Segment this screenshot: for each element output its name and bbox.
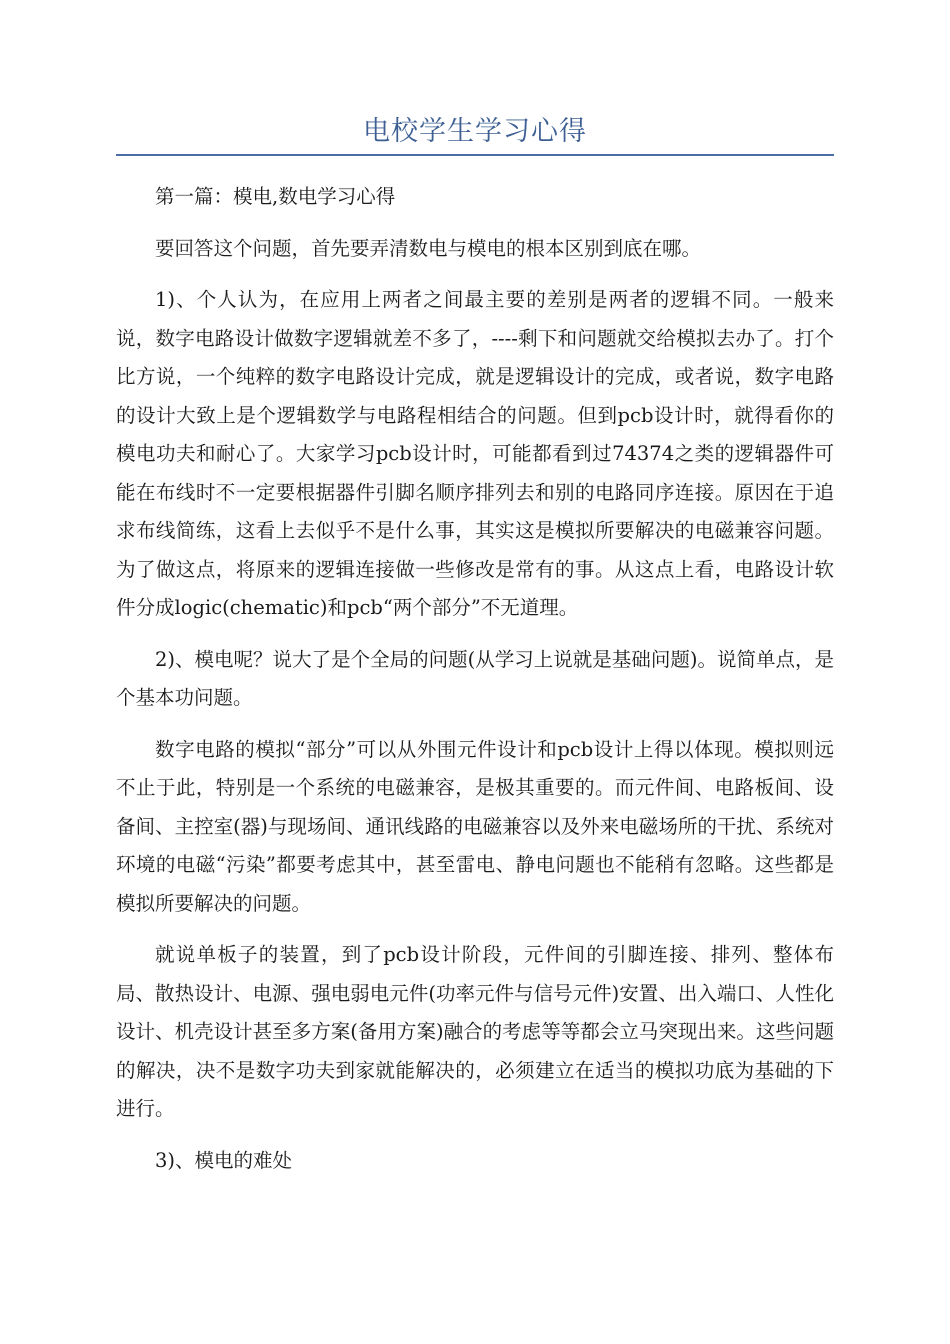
paragraph: 3)、模电的难处 [155,1148,293,1172]
title-underline [116,154,834,156]
document-page [116,0,834,1193]
document-body [116,178,834,1180]
document-title: 电校学生学习心得 [363,116,587,147]
section-heading: 第一篇：模电,数电学习心得 [155,185,396,208]
paragraph: 就说单板子的装置，到了pcb设计阶段，元件间的引脚连接、排列、整体布局、散热设计、电源、强电弱电元件(功率元件与信号元件)安置、出入端口、人性化设计、机壳设计甚至多方案(备用方案)融合的考虑等等都会立马突现出来。这些问题的解决，决不是数字功夫到家就能解决的，必须建立在适当的模拟功底为基础的下进行。 [116,943,834,1120]
paragraph: 数字电路的模拟“部分”可以从外围元件设计和pcb设计上得以体现。模拟则远不止于此，特别是一个系统的电磁兼容，是极其重要的。而元件间、电路板间、设备间、主控室(器)与现场间、通讯线路的电磁兼容以及外来电磁场所的干扰、系统对环境的电磁“污染”都要考虑其中，甚至雷电、静电问题也不能稍有忽略。这些都是模拟所要解决的问题。 [116,737,834,915]
paragraph: 1)、个人认为，在应用上两者之间最主要的差别是两者的逻辑不同。一般来说，数字电路设计做数字逻辑就差不多了，----剩下和问题就交给模拟去办了。打个比方说，一个纯粹的数字电路设计完成，就是逻辑设计的完成，或者说，数字电路的设计大致上是个逻辑数学与电路程相结合的问题。但到pcb设计时，就得看你的模电功夫和耐心了。大家学习pcb设计时，可能都看到过74374之类的逻辑器件可能在布线时不一定要根据器件引脚名顺序排列去和别的电路同序连接。原因在于追求布线简练，这看上去似乎不是什么事，其实这是模拟所要解决的电磁兼容问题。为了做这点，将原来的逻辑连接做一些修改是常有的事。从这点上看，电路设计软件分成logic(chematic)和pcb“两个部分”不无道理。 [116,288,834,619]
paragraph: 2)、模电呢？说大了是个全局的问题(从学习上说就是基础问题)。说简单点，是个基本功问题。 [116,647,834,709]
paragraph: 要回答这个问题，首先要弄清数电与模电的根本区别到底在哪。 [155,236,702,260]
